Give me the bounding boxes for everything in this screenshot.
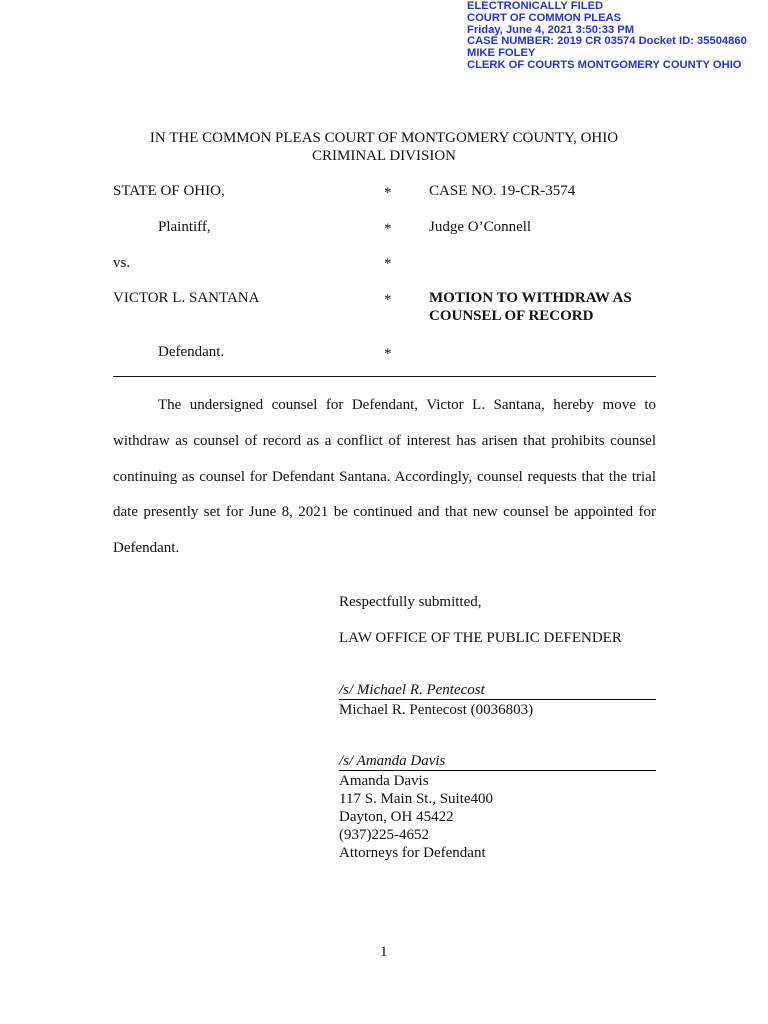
plaintiff-role: Plaintiff, — [158, 219, 211, 235]
court-division: CRIMINAL DIVISION — [311, 148, 457, 164]
signature-line-davis: /s/ Amanda Davis — [339, 753, 656, 771]
plaintiff-name: STATE OF OHIO, — [113, 183, 225, 199]
judge-name: Judge O’Connell — [429, 219, 532, 235]
law-office: LAW OFFICE OF THE PUBLIC DEFENDER — [339, 630, 622, 646]
caption-separator: * — [384, 221, 392, 237]
motion-title-line1: MOTION TO WITHDRAW AS — [429, 290, 632, 306]
body-line: Defendant. — [113, 540, 180, 557]
defendant-role: Defendant. — [158, 344, 225, 360]
body-line: continuing as counsel for Defendant Santana. Accordingly, counsel requests that the trial — [113, 468, 656, 485]
versus-label: vs. — [113, 255, 131, 271]
closing: Respectfully submitted, — [339, 594, 482, 610]
caption-separator: * — [384, 346, 392, 362]
defendant-name: VICTOR L. SANTANA — [113, 290, 260, 306]
stamp-line: COURT OF COMMON PLEAS — [467, 11, 622, 24]
signer-name-davis: Amanda Davis — [339, 773, 429, 789]
caption-divider — [113, 376, 656, 377]
signer-name-pentecost: Michael R. Pentecost (0036803) — [339, 702, 534, 718]
caption-separator: * — [384, 292, 392, 308]
stamp-line: MIKE FOLEY — [467, 47, 536, 60]
caption-separator: * — [384, 185, 392, 201]
motion-body — [113, 388, 656, 567]
case-number: CASE NO. 19-CR-3574 — [429, 183, 576, 199]
stamp-line: CASE NUMBER: 2019 CR 03574 Docket ID: 35504860 — [467, 35, 747, 48]
electronic-filing-stamp — [467, 1, 747, 72]
stamp-line: ELECTRONICALLY FILED — [467, 0, 604, 12]
caption-separator: * — [384, 256, 392, 272]
phone-number: (937)225-4652 — [339, 827, 429, 843]
attorney-role: Attorneys for Defendant — [339, 845, 486, 861]
page-number: 1 — [380, 944, 388, 960]
signature-line-pentecost: /s/ Michael R. Pentecost — [339, 682, 656, 700]
body-line: The undersigned counsel for Defendant, Victor L. Santana, hereby move to — [158, 397, 656, 413]
body-line: withdraw as counsel of record as a conflict of interest has arisen that prohibits counsel — [113, 432, 656, 449]
address-line1: 117 S. Main St., Suite400 — [339, 791, 494, 807]
address-line2: Dayton, OH 45422 — [339, 809, 454, 825]
body-line: date presently set for June 8, 2021 be continued and that new counsel be appointed for — [113, 504, 656, 521]
stamp-line: CLERK OF COURTS MONTGOMERY COUNTY OHIO — [467, 58, 742, 71]
court-title: IN THE COMMON PLEAS COURT OF MONTGOMERY COUNTY, OHIO — [149, 130, 619, 146]
stamp-line: Friday, June 4, 2021 3:50:33 PM — [467, 23, 635, 36]
motion-title-line2: COUNSEL OF RECORD — [429, 308, 594, 324]
